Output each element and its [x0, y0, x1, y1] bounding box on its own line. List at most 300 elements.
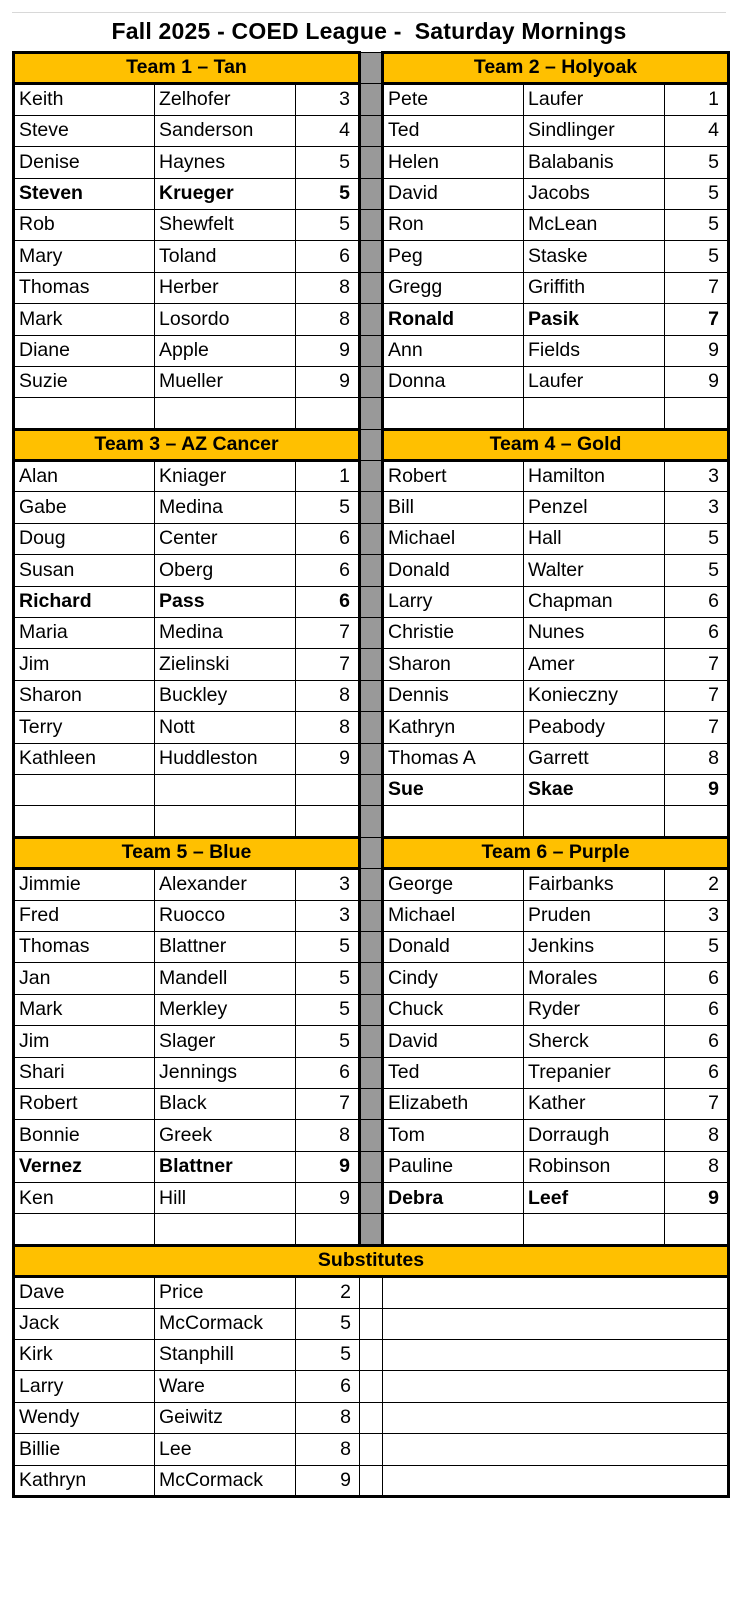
player-last-name: McLean: [524, 209, 665, 240]
player-first-name: Donald: [383, 555, 524, 586]
player-number: [296, 806, 360, 837]
player-number: 5: [296, 1308, 360, 1339]
player-number: 4: [296, 115, 360, 146]
column-separator: [360, 272, 383, 303]
substitute-row: [14, 1465, 729, 1496]
column-separator: [360, 1151, 383, 1182]
player-number: 7: [665, 304, 729, 335]
player-last-name: Ryder: [524, 994, 665, 1025]
player-first-name: Bonnie: [14, 1120, 155, 1151]
player-number: 9: [665, 335, 729, 366]
player-row: [14, 398, 729, 429]
column-separator: [360, 398, 383, 429]
player-number: [665, 1214, 729, 1245]
player-number: 8: [665, 1151, 729, 1182]
column-separator: [360, 774, 383, 805]
player-last-name: Losordo: [155, 304, 296, 335]
player-first-name: Jimmie: [14, 869, 155, 900]
player-number: 9: [296, 335, 360, 366]
player-last-name: [524, 1214, 665, 1245]
player-last-name: Krueger: [155, 178, 296, 209]
player-row: [14, 1151, 729, 1182]
column-separator: [360, 178, 383, 209]
player-last-name: Merkley: [155, 994, 296, 1025]
player-row: [14, 366, 729, 397]
player-last-name: [524, 398, 665, 429]
team-header-row: [14, 837, 729, 868]
player-first-name: Sue: [383, 774, 524, 805]
player-first-name: Kathryn: [14, 1465, 155, 1496]
player-row: [14, 523, 729, 554]
player-number: 5: [296, 492, 360, 523]
player-first-name: Jan: [14, 963, 155, 994]
player-first-name: Diane: [14, 335, 155, 366]
player-row: [14, 931, 729, 962]
player-first-name: Keith: [14, 84, 155, 115]
player-last-name: Lee: [155, 1434, 296, 1465]
player-row: [14, 900, 729, 931]
column-separator: [360, 304, 383, 335]
substitute-row: [14, 1340, 729, 1371]
player-last-name: Alexander: [155, 869, 296, 900]
player-first-name: Dennis: [383, 680, 524, 711]
player-first-name: Jack: [14, 1308, 155, 1339]
player-row: [14, 335, 729, 366]
column-separator: [360, 555, 383, 586]
player-first-name: Ted: [383, 1057, 524, 1088]
player-last-name: Herber: [155, 272, 296, 303]
player-number: 6: [665, 1026, 729, 1057]
player-last-name: Toland: [155, 241, 296, 272]
player-last-name: Peabody: [524, 712, 665, 743]
player-row: [14, 241, 729, 272]
player-last-name: Fairbanks: [524, 869, 665, 900]
player-last-name: Balabanis: [524, 147, 665, 178]
player-row: [14, 963, 729, 994]
player-row: [14, 209, 729, 240]
player-number: 3: [296, 900, 360, 931]
player-first-name: Sharon: [383, 649, 524, 680]
team-name: Team 2 – Holyoak: [383, 53, 729, 84]
player-number: 1: [665, 84, 729, 115]
player-last-name: Morales: [524, 963, 665, 994]
player-row: [14, 649, 729, 680]
player-first-name: Vernez: [14, 1151, 155, 1182]
player-number: 8: [665, 1120, 729, 1151]
empty-cell: [360, 1402, 383, 1433]
player-last-name: Geiwitz: [155, 1402, 296, 1433]
player-first-name: [14, 774, 155, 805]
player-first-name: Steven: [14, 178, 155, 209]
team-name: Team 1 – Tan: [14, 53, 360, 84]
team-name: Team 6 – Purple: [383, 837, 729, 868]
player-last-name: Laufer: [524, 366, 665, 397]
page-title: Fall 2025 - COED League - Saturday Mornings: [12, 12, 726, 50]
column-separator: [360, 492, 383, 523]
player-row: [14, 1026, 729, 1057]
column-separator: [360, 900, 383, 931]
player-last-name: Sanderson: [155, 115, 296, 146]
player-first-name: Richard: [14, 586, 155, 617]
substitute-row: [14, 1402, 729, 1433]
player-first-name: Mark: [14, 304, 155, 335]
column-separator: [360, 649, 383, 680]
column-separator: [360, 241, 383, 272]
player-last-name: [155, 774, 296, 805]
player-last-name: Pass: [155, 586, 296, 617]
player-number: 5: [665, 555, 729, 586]
player-first-name: [14, 806, 155, 837]
player-first-name: [383, 1214, 524, 1245]
player-last-name: Chapman: [524, 586, 665, 617]
player-first-name: Larry: [14, 1371, 155, 1402]
player-last-name: Leef: [524, 1183, 665, 1214]
player-first-name: Shari: [14, 1057, 155, 1088]
player-first-name: Michael: [383, 900, 524, 931]
column-separator: [360, 84, 383, 115]
player-first-name: Bill: [383, 492, 524, 523]
player-number: 9: [665, 366, 729, 397]
player-number: 8: [296, 680, 360, 711]
empty-cell: [360, 1277, 383, 1308]
player-number: 9: [296, 1465, 360, 1496]
player-number: 9: [665, 1183, 729, 1214]
player-number: 7: [296, 649, 360, 680]
player-last-name: Zielinski: [155, 649, 296, 680]
player-first-name: Kathryn: [383, 712, 524, 743]
player-number: 6: [296, 241, 360, 272]
player-number: 7: [296, 618, 360, 649]
player-number: 3: [296, 869, 360, 900]
player-first-name: Terry: [14, 712, 155, 743]
player-number: 3: [665, 492, 729, 523]
column-separator: [360, 115, 383, 146]
player-row: [14, 712, 729, 743]
column-separator: [360, 1120, 383, 1151]
player-first-name: Doug: [14, 523, 155, 554]
player-number: 5: [296, 931, 360, 962]
column-separator: [360, 1088, 383, 1119]
player-number: [296, 1214, 360, 1245]
player-number: 9: [296, 743, 360, 774]
player-last-name: Medina: [155, 492, 296, 523]
team-name: Team 5 – Blue: [14, 837, 360, 868]
player-first-name: [14, 398, 155, 429]
player-last-name: Stanphill: [155, 1340, 296, 1371]
player-number: 5: [296, 147, 360, 178]
column-separator: [360, 1057, 383, 1088]
player-row: [14, 1088, 729, 1119]
player-first-name: Suzie: [14, 366, 155, 397]
player-number: 6: [296, 1371, 360, 1402]
player-last-name: Nott: [155, 712, 296, 743]
empty-cell: [360, 1434, 383, 1465]
column-separator: [360, 712, 383, 743]
player-first-name: Donald: [383, 931, 524, 962]
player-row: [14, 178, 729, 209]
player-first-name: [383, 806, 524, 837]
player-number: 5: [665, 147, 729, 178]
player-last-name: Haynes: [155, 147, 296, 178]
player-last-name: Griffith: [524, 272, 665, 303]
player-last-name: Pasik: [524, 304, 665, 335]
column-separator: [360, 366, 383, 397]
player-number: 5: [296, 209, 360, 240]
player-first-name: Ron: [383, 209, 524, 240]
player-first-name: Michael: [383, 523, 524, 554]
column-separator: [360, 147, 383, 178]
column-separator: [360, 1214, 383, 1245]
substitutes-header-row: [14, 1245, 729, 1276]
player-last-name: Greek: [155, 1120, 296, 1151]
player-row: [14, 994, 729, 1025]
player-number: [665, 398, 729, 429]
player-first-name: Robert: [383, 461, 524, 492]
column-separator: [360, 335, 383, 366]
player-number: 5: [665, 241, 729, 272]
player-number: 5: [296, 1026, 360, 1057]
substitute-row: [14, 1277, 729, 1308]
player-first-name: Peg: [383, 241, 524, 272]
player-first-name: Christie: [383, 618, 524, 649]
player-last-name: Mandell: [155, 963, 296, 994]
player-last-name: Slager: [155, 1026, 296, 1057]
empty-cell: [383, 1371, 729, 1402]
column-separator: [360, 680, 383, 711]
player-row: [14, 1120, 729, 1151]
player-number: 8: [296, 712, 360, 743]
column-separator: [360, 837, 383, 868]
player-number: [296, 398, 360, 429]
player-last-name: Blattner: [155, 931, 296, 962]
player-last-name: Amer: [524, 649, 665, 680]
roster-table: [12, 51, 730, 1498]
player-first-name: Ronald: [383, 304, 524, 335]
player-first-name: Steve: [14, 115, 155, 146]
player-first-name: Billie: [14, 1434, 155, 1465]
player-number: 2: [296, 1277, 360, 1308]
player-last-name: Ware: [155, 1371, 296, 1402]
player-last-name: Price: [155, 1277, 296, 1308]
player-number: 6: [296, 586, 360, 617]
player-number: 5: [665, 523, 729, 554]
empty-cell: [383, 1308, 729, 1339]
player-first-name: Maria: [14, 618, 155, 649]
player-row: [14, 272, 729, 303]
player-first-name: Dave: [14, 1277, 155, 1308]
player-row: [14, 1214, 729, 1245]
column-separator: [360, 1026, 383, 1057]
player-last-name: [155, 1214, 296, 1245]
column-separator: [360, 618, 383, 649]
player-first-name: Debra: [383, 1183, 524, 1214]
player-first-name: Thomas: [14, 272, 155, 303]
player-row: [14, 743, 729, 774]
player-first-name: [383, 398, 524, 429]
player-first-name: Gabe: [14, 492, 155, 523]
player-last-name: Sherck: [524, 1026, 665, 1057]
player-first-name: Mary: [14, 241, 155, 272]
player-first-name: Wendy: [14, 1402, 155, 1433]
player-first-name: George: [383, 869, 524, 900]
player-last-name: Jennings: [155, 1057, 296, 1088]
player-number: 5: [296, 994, 360, 1025]
player-number: 9: [665, 774, 729, 805]
player-first-name: Elizabeth: [383, 1088, 524, 1119]
player-number: 6: [665, 1057, 729, 1088]
player-last-name: Jacobs: [524, 178, 665, 209]
player-first-name: Rob: [14, 209, 155, 240]
player-first-name: Susan: [14, 555, 155, 586]
player-last-name: Robinson: [524, 1151, 665, 1182]
column-separator: [360, 586, 383, 617]
column-separator: [360, 53, 383, 84]
player-row: [14, 1057, 729, 1088]
player-first-name: Jim: [14, 1026, 155, 1057]
player-last-name: Jenkins: [524, 931, 665, 962]
player-number: 7: [296, 1088, 360, 1119]
player-last-name: Walter: [524, 555, 665, 586]
player-first-name: Donna: [383, 366, 524, 397]
column-separator: [360, 209, 383, 240]
column-separator: [360, 806, 383, 837]
player-number: 7: [665, 272, 729, 303]
player-last-name: Medina: [155, 618, 296, 649]
column-separator: [360, 994, 383, 1025]
player-last-name: Laufer: [524, 84, 665, 115]
player-first-name: Denise: [14, 147, 155, 178]
player-first-name: Jim: [14, 649, 155, 680]
player-number: 6: [296, 523, 360, 554]
player-row: [14, 115, 729, 146]
player-number: 1: [296, 461, 360, 492]
player-number: 5: [665, 931, 729, 962]
player-last-name: Blattner: [155, 1151, 296, 1182]
player-row: [14, 304, 729, 335]
player-first-name: Mark: [14, 994, 155, 1025]
player-number: 7: [665, 649, 729, 680]
player-last-name: [155, 398, 296, 429]
player-first-name: Cindy: [383, 963, 524, 994]
player-last-name: Hill: [155, 1183, 296, 1214]
player-first-name: Pete: [383, 84, 524, 115]
player-last-name: Kniager: [155, 461, 296, 492]
player-number: [665, 806, 729, 837]
empty-cell: [383, 1402, 729, 1433]
player-number: 8: [296, 1402, 360, 1433]
player-first-name: [14, 1214, 155, 1245]
player-first-name: Ken: [14, 1183, 155, 1214]
player-number: 5: [665, 178, 729, 209]
column-separator: [360, 963, 383, 994]
player-number: 8: [296, 272, 360, 303]
player-last-name: Center: [155, 523, 296, 554]
player-last-name: Ruocco: [155, 900, 296, 931]
player-number: [296, 774, 360, 805]
player-row: [14, 461, 729, 492]
player-number: 3: [665, 461, 729, 492]
player-last-name: Penzel: [524, 492, 665, 523]
player-row: [14, 774, 729, 805]
player-number: 7: [665, 1088, 729, 1119]
team-name: Team 4 – Gold: [383, 429, 729, 460]
player-last-name: Kather: [524, 1088, 665, 1119]
player-number: 9: [296, 366, 360, 397]
player-last-name: Dorraugh: [524, 1120, 665, 1151]
player-last-name: Shewfelt: [155, 209, 296, 240]
column-separator: [360, 461, 383, 492]
column-separator: [360, 931, 383, 962]
player-row: [14, 806, 729, 837]
player-first-name: Thomas: [14, 931, 155, 962]
player-first-name: Fred: [14, 900, 155, 931]
team-header-row: [14, 53, 729, 84]
player-first-name: David: [383, 1026, 524, 1057]
player-first-name: Alan: [14, 461, 155, 492]
player-last-name: Trepanier: [524, 1057, 665, 1088]
player-number: 4: [665, 115, 729, 146]
player-first-name: David: [383, 178, 524, 209]
player-number: 6: [665, 586, 729, 617]
empty-cell: [360, 1465, 383, 1496]
player-last-name: Huddleston: [155, 743, 296, 774]
player-first-name: Kirk: [14, 1340, 155, 1371]
player-last-name: Mueller: [155, 366, 296, 397]
player-number: 3: [665, 900, 729, 931]
player-number: 9: [296, 1151, 360, 1182]
player-number: 5: [296, 178, 360, 209]
empty-cell: [383, 1434, 729, 1465]
player-number: 8: [296, 1434, 360, 1465]
player-first-name: Gregg: [383, 272, 524, 303]
substitutes-title: Substitutes: [14, 1245, 729, 1276]
player-last-name: [524, 806, 665, 837]
player-last-name: Hamilton: [524, 461, 665, 492]
player-last-name: McCormack: [155, 1465, 296, 1496]
empty-cell: [383, 1465, 729, 1496]
player-row: [14, 586, 729, 617]
player-number: 6: [665, 963, 729, 994]
substitute-row: [14, 1308, 729, 1339]
player-number: 5: [296, 1340, 360, 1371]
player-number: 8: [296, 1120, 360, 1151]
player-last-name: Black: [155, 1088, 296, 1119]
empty-cell: [360, 1371, 383, 1402]
player-number: 8: [296, 304, 360, 335]
column-separator: [360, 869, 383, 900]
player-last-name: Staske: [524, 241, 665, 272]
player-last-name: Nunes: [524, 618, 665, 649]
player-last-name: Zelhofer: [155, 84, 296, 115]
player-first-name: Kathleen: [14, 743, 155, 774]
column-separator: [360, 743, 383, 774]
player-first-name: Ted: [383, 115, 524, 146]
player-number: 9: [296, 1183, 360, 1214]
player-row: [14, 84, 729, 115]
empty-cell: [360, 1308, 383, 1339]
player-first-name: Sharon: [14, 680, 155, 711]
player-last-name: Pruden: [524, 900, 665, 931]
column-separator: [360, 429, 383, 460]
column-separator: [360, 523, 383, 554]
player-row: [14, 1183, 729, 1214]
player-first-name: Larry: [383, 586, 524, 617]
player-row: [14, 680, 729, 711]
player-number: 7: [665, 712, 729, 743]
player-number: 5: [296, 963, 360, 994]
player-number: 6: [665, 994, 729, 1025]
player-first-name: Ann: [383, 335, 524, 366]
